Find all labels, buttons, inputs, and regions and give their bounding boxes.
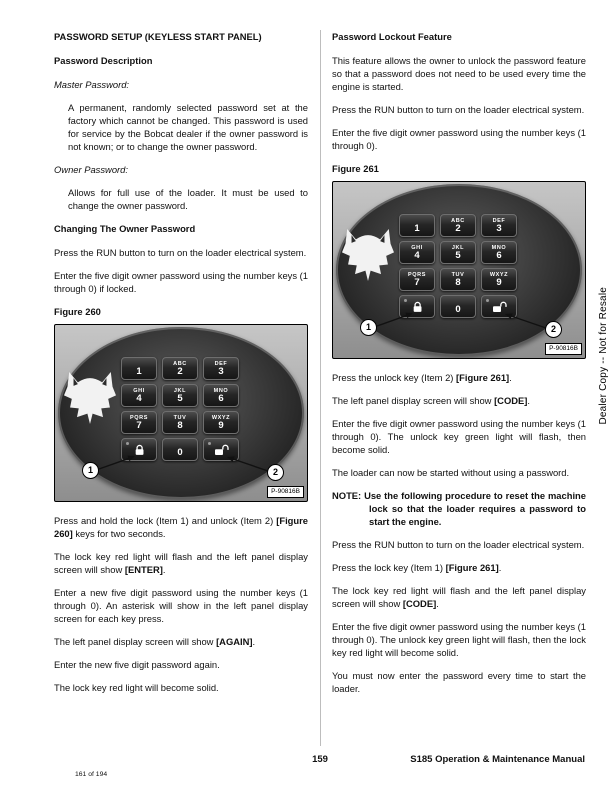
manual-title: S185 Operation & Maintenance Manual — [410, 754, 585, 765]
key-digit: 7 — [414, 276, 420, 288]
key-digit: 1 — [136, 365, 142, 377]
callout-1: 1 — [360, 319, 377, 336]
master-password-label: Master Password: — [54, 79, 130, 90]
key-digit: 0 — [455, 303, 461, 315]
lockout-feature-heading: Password Lockout Feature — [332, 31, 452, 42]
paragraph-run-button: Press the RUN button to turn on the loader electrical system. — [54, 247, 307, 258]
owner-password-label: Owner Password: — [54, 164, 128, 175]
note-text: Use the following procedure to reset the machine lock so that the loader requires a password to start the engine. — [364, 490, 586, 527]
paragraph-again — [54, 635, 308, 648]
text-segment: keys for two seconds. — [72, 528, 166, 539]
callout-1: 1 — [82, 462, 99, 479]
figure-260-label: Figure 260 — [54, 306, 101, 317]
text-segment: The lock key red light will flash and the left panel display screen will show — [332, 585, 586, 609]
section-title: PASSWORD SETUP (KEYLESS START PANEL) — [54, 31, 262, 42]
text-segment: . — [509, 372, 512, 383]
key-digit: 5 — [177, 392, 183, 404]
key-digit: 5 — [455, 249, 461, 261]
key-digit: 6 — [496, 249, 502, 261]
figure-ref: [Figure 260] — [54, 515, 308, 539]
text-segment: . — [436, 598, 439, 609]
paragraph-press-hold — [54, 514, 308, 540]
text-segment: . — [252, 636, 256, 647]
key-digit: 9 — [496, 276, 502, 288]
paragraph-new-password: Enter a new five digit password using the number keys (1 through 0). An asterisk will show in the left panel display screen for each key press. — [54, 587, 308, 624]
text-segment: The left panel display screen will show — [332, 395, 495, 406]
paragraph-run-button: Press the RUN button to turn on the loader electrical system. — [332, 104, 585, 115]
text-segment: . — [162, 564, 166, 575]
dealer-copy-watermark: Dealer Copy -- Not for Resale — [598, 287, 609, 425]
page-number: 159 — [312, 754, 328, 765]
key-letters: JKL — [173, 387, 187, 394]
display-code: [CODE] — [494, 395, 528, 406]
password-description-heading: Password Description — [54, 55, 153, 66]
figure-ref: [Figure 261] — [456, 372, 510, 383]
key-digit: 2 — [455, 222, 461, 234]
display-code: [AGAIN] — [216, 636, 253, 647]
key-letters: TUV — [173, 414, 187, 421]
paragraph-reenter: Enter the new five digit password again. — [54, 659, 220, 670]
paragraph-enter-password: Enter the five digit owner password using the number keys (1 through 0) if locked. — [54, 270, 308, 294]
text-segment: . — [498, 562, 502, 573]
key-digit: 3 — [496, 222, 502, 234]
figure-ref: [Figure 261] — [445, 562, 499, 573]
callout-2: 2 — [545, 321, 562, 338]
photo-id-label: P-90816B — [267, 486, 304, 498]
paragraph-run-button-2: Press the RUN button to turn on the loader electrical system. — [332, 539, 585, 550]
key-letters: WXYZ — [211, 414, 231, 421]
key-letters: DEF — [492, 217, 506, 224]
text-segment: Press the lock key (Item 1) — [332, 562, 446, 573]
key-digit: 8 — [455, 276, 461, 288]
key-letters: GHI — [133, 387, 145, 394]
paragraph-press-unlock — [332, 371, 586, 384]
paragraph-press-lock — [332, 561, 586, 574]
display-code: [CODE] — [402, 598, 437, 609]
key-digit: 0 — [177, 446, 183, 458]
figure-261-label: Figure 261 — [332, 163, 379, 174]
note-label: NOTE: — [332, 490, 362, 501]
figure-260 — [54, 324, 308, 502]
paragraph-code-2 — [332, 584, 586, 610]
master-password-text: A permanent, randomly selected password set at the factory which cannot be changed. This password is used for service by the Bobcat dealer if the owner password is not known; or to change the owner password. — [68, 102, 308, 152]
paragraph-enter-password: Enter the five digit owner password using the number keys (1 through 0). — [332, 127, 586, 151]
text-segment: Press and hold the lock (Item 1) and unlock (Item 2) — [54, 515, 277, 526]
paragraph-flash-solid: Enter the five digit owner password using the number keys (1 through 0). The unlock key green light will flash, then the lock key red light will become solid. — [332, 621, 586, 658]
paragraph-solid: The lock key red light will become solid. — [54, 682, 219, 693]
key-letters: WXYZ — [489, 271, 509, 278]
key-letters: JKL — [451, 244, 465, 251]
paragraph-started: The loader can now be started without using a password. — [332, 467, 570, 478]
left-column — [54, 30, 308, 705]
paragraph-red-flash — [54, 550, 308, 576]
callout-2: 2 — [267, 464, 284, 481]
key-digit: 4 — [136, 392, 142, 404]
key-digit: 1 — [414, 222, 420, 234]
paragraph-feature: This feature allows the owner to unlock the password feature so that a password does not need to be used every time the engine is started. — [332, 55, 586, 92]
display-code: [ENTER] — [124, 564, 163, 575]
text-segment: . — [527, 395, 531, 406]
figure-261 — [332, 181, 586, 359]
key-digit: 8 — [177, 419, 183, 431]
text-segment: The left panel display screen will show — [54, 636, 217, 647]
key-letters: MNO — [213, 387, 229, 394]
paragraph-code — [332, 394, 586, 407]
key-letters: PQRS — [408, 271, 426, 278]
right-column — [332, 30, 586, 705]
content-columns — [54, 30, 586, 705]
key-letters: PQRS — [130, 414, 148, 421]
key-letters: GHI — [411, 244, 423, 251]
key-letters: DEF — [214, 360, 228, 367]
owner-password-text: Allows for full use of the loader. It must be used to change the owner password. — [68, 187, 308, 211]
key-digit: 4 — [414, 249, 420, 261]
key-letters: ABC — [173, 360, 187, 367]
key-digit: 2 — [177, 365, 183, 377]
photo-id-label: P-90816B — [545, 343, 582, 355]
key-digit: 3 — [218, 365, 224, 377]
paragraph-green-flash: Enter the five digit owner password using the number keys (1 through 0). The unlock key green light will flash, then become solid. — [332, 418, 586, 455]
paragraph-must-enter: You must now enter the password every time to start the loader. — [332, 670, 586, 694]
key-digit: 7 — [136, 419, 142, 431]
key-letters: ABC — [451, 217, 465, 224]
key-letters: MNO — [491, 244, 507, 251]
text-segment: The lock key red light will flash and the left panel display screen will show — [54, 551, 308, 575]
key-digit: 9 — [218, 419, 224, 431]
key-letters: TUV — [451, 271, 465, 278]
text-segment: Press the unlock key (Item 2) — [332, 372, 457, 383]
changing-owner-password-heading: Changing The Owner Password — [54, 223, 196, 234]
note — [332, 489, 586, 528]
key-digit: 6 — [218, 392, 224, 404]
sheet-reference: 161 of 194 — [75, 771, 108, 778]
